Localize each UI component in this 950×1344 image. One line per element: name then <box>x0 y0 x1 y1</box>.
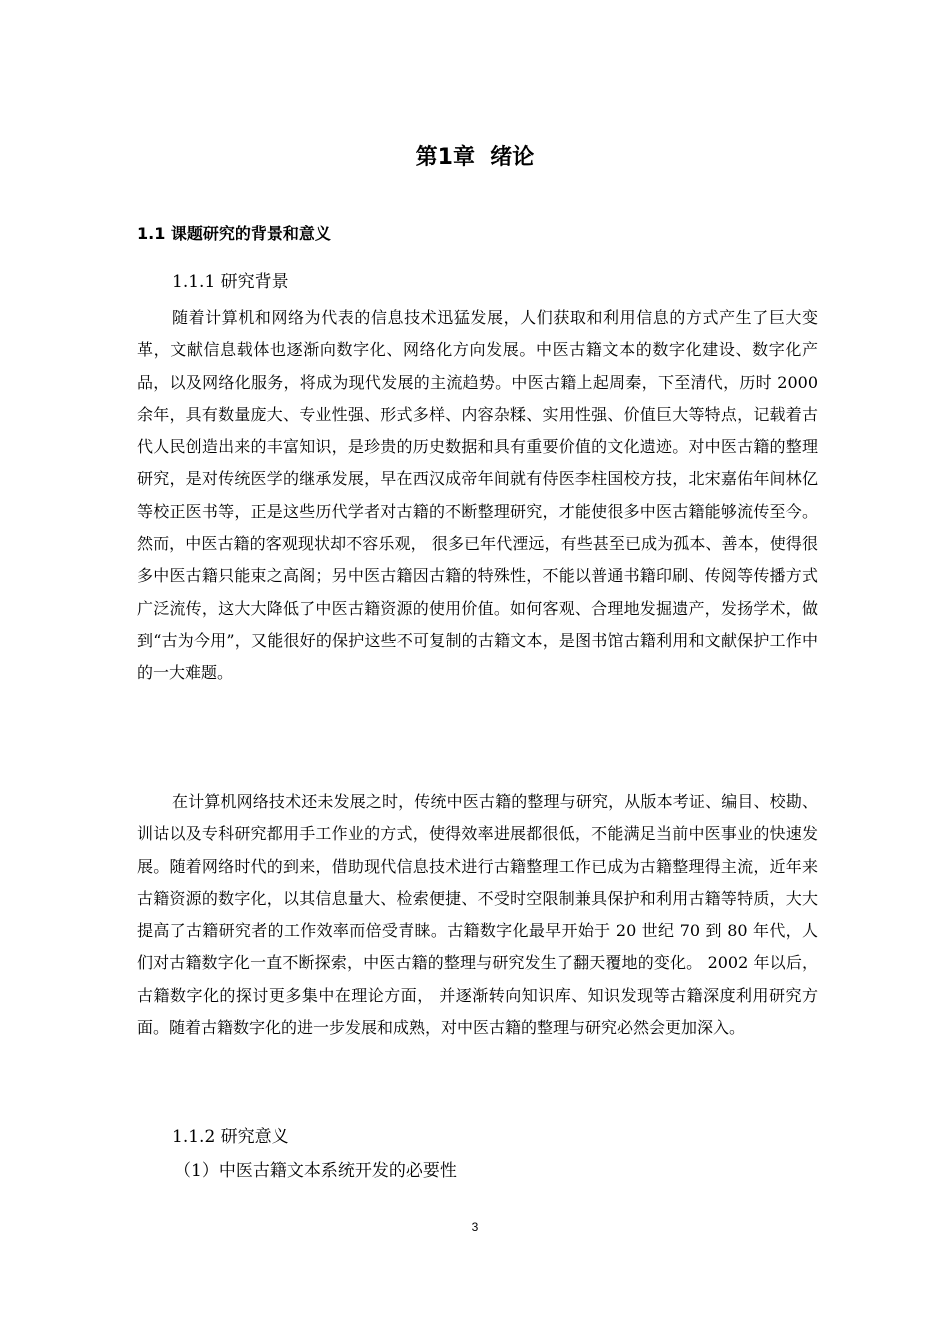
subsection-heading-background: 1.1.1 研究背景 <box>172 272 289 292</box>
paragraph-digitization: 在计算机网络技术还未发展之时，传统中医古籍的整理与研究，从版本考证、编目、校勘、训诂以及专科研究都用手工作业的方式，使得效率进展都很低，不能满足当前中医事业的快速发展。随着网络时代的到来，借助现代信息技术进行古籍整理工作已成为古籍整理得主流，近年来古籍资源的数字化，以其信息量大、检索便捷、不受时空限制兼具保护和利用古籍等特质，大大提高了古籍研究者的工作效率而倍受青睐。古籍数字化最早开始于 20 世纪 70 到 80 年代，人们对古籍数字化一直不断探索，中医古籍的整理与研究发生了翻天覆地的变化。 2002 年以后，古籍数字化的探讨更多集中在理论方面， 并逐渐转向知识库、知识发现等古籍深度利用研究方面。随着古籍数字化的进一步发展和成熟，对中医古籍的整理与研究必然会更加深入。 <box>137 792 818 1038</box>
page-number: 3 <box>471 1220 479 1234</box>
subsection-heading-significance: 1.1.2 研究意义 <box>172 1127 289 1147</box>
list-item-necessity: （1）中医古籍文本系统开发的必要性 <box>174 1161 457 1181</box>
section-heading: 1.1 课题研究的背景和意义 <box>137 224 331 243</box>
chapter-title: 第1章 绪论 <box>415 145 535 170</box>
paragraph-background: 随着计算机和网络为代表的信息技术迅猛发展，人们获取和利用信息的方式产生了巨大变革，文献信息载体也逐渐向数字化、网络化方向发展。中医古籍文本的数字化建设、数字化产品，以及网络化服务，将成为现代发展的主流趋势。中医古籍上起周秦，下至清代，历时 2000 余年，具有数量庞大、专业性强、形式多样、内容杂糅、实用性强、价值巨大等特点，记载着古代人民创造出来的丰富知识，是珍贵的历史数据和具有重要价值的文化遗迹。对中医古籍的整理研究，是对传统医学的继承发展，早在西汉成帝年间就有侍医李柱国校方技，北宋嘉佑年间林亿等校正医书等，正是这些历代学者对古籍的不断整理研究，才能使很多中医古籍能够流传至今。然而，中医古籍的客观现状却不容乐观， 很多已年代湮远，有些甚至已成为孤本、善本，使得很多中医古籍只能束之高阁；另中医古籍因古籍的特殊性，不能以普通书籍印刷、传阅等传播方式广泛流传，这大大降低了中医古籍资源的使用价值。如何客观、合理地发掘遗产，发扬学术，做到“古为今用”，又能很好的保护这些不可复制的古籍文本，是图书馆古籍利用和文献保护工作中的一大难题。 <box>137 308 818 683</box>
